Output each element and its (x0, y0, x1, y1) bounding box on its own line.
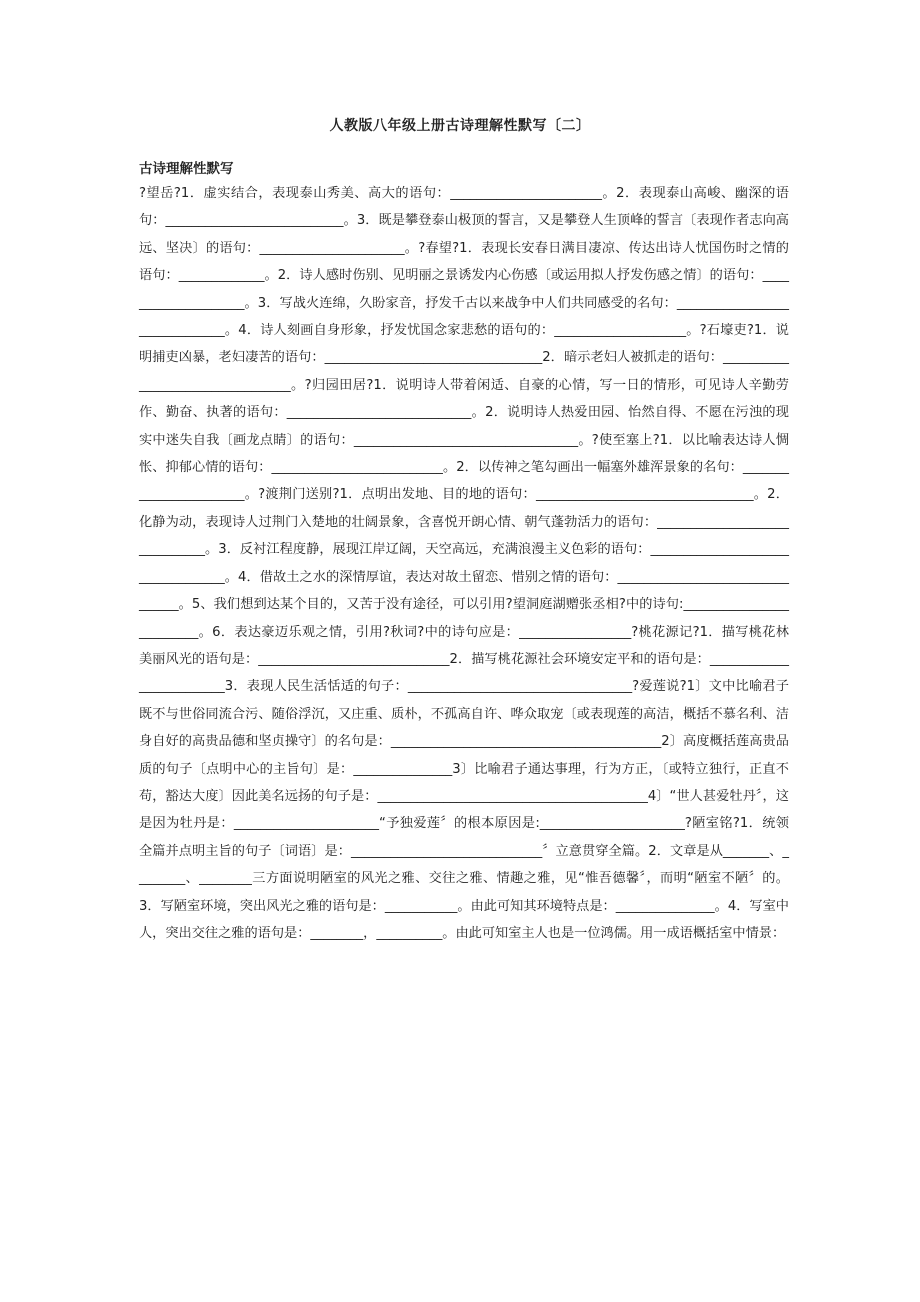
section-title: 古诗理解性默写 (139, 161, 234, 177)
document-title: 人教版八年级上册古诗理解性默写〔二〕 (329, 118, 591, 134)
body-paragraph: ?望岳?1．虚实结合，表现泰山秀美、高大的语句：_______________________。2．表现泰山高峻、幽深的语句：___________________________。3．既是攀登泰山极顶的誓言，又是攀登人生顶峰的誓言〔表现作者志向高远、坚决〕的语句：______________________。?春望?1．表现长安春日满目凄凉、传达出诗人忧国伤时之情的语句：_____________。2．诗人感时伤别、见明丽之景诱发内心伤感〔或运用拟人抒发伤感之情〕的语句：____________________。3．写战火连绵，久盼家音，抒发千古以来战争中人们共同感受的名句：______________________________。4．诗人刻画自身形象，抒发忧国念家悲愁的语句的：____________________。?石壕吏?1．说明捕吏凶暴，老妇凄苦的语句：_________________________________2．暗示老妇人被抓走的语句：_________________________________。?归园田居?1．说明诗人带着闲适、自豪的心情，写一日的情形，可见诗人辛勤劳作、勤奋、执著的语句：____________________________。2．说明诗人热爱田园、怡然自得、不愿在污浊的现实中迷失自我〔画龙点睛〕的语句：__________________________________。?使至塞上?1．以比喻表达诗人惆怅、抑郁心情的语句：__________________________。2．以传神之笔勾画出一幅塞外雄浑景象的名句：_______________________。?渡荆门送别?1．点明出发地、目的地的语句：_________________________________。2．化静为动，表现诗人过荆门入楚地的壮阔景象，含喜悦开朗心情、朝气蓬勃活力的语句：______________________________。3．反衬江程度静，展现江岸辽阔，天空高远，充满浪漫主义色彩的语句：__________________________________。4．借故土之水的深情厚谊，表达对故土留恋、惜别之情的语句：________________________________。5、我们想到达某个目的，又苦于没有途径，可以引用?望洞庭湖赠张丞相?中的诗句:_________________________。6．表达豪迈乐观之情，引用?秋词?中的诗句应是：_________________?桃花源记?1．描写桃花林美丽风光的语句是：_____________________________2．描写桃花源社会环境安定平和的语句是：_________________________3．表现人民生活恬适的句子：__________________________________?爱莲说?1〕文中比喻君子既不与世俗同流合污、随俗浮沉，又庄重、质朴，不孤高自许、哗众取宠〔或表现莲的高洁，概括不慕名利、洁身自好的高贵品德和坚贞操守〕的名句是：_________________________________________2〕高度概括莲高贵品质的句子〔点明中心的主旨句〕是：_______________3〕比喻君子通达事理，行为方正，〔或特立独行，正直不苟，豁达大度〕因此美名远扬的句子是：_________________________________________4〕“世人甚爱牡丹〞，这是因为牡丹是：______________________“予独爱莲〞的根本原因是:______________________?陋室铭?1．统领全篇并点明主旨的句子〔词语〕是：_____________________________〞立意贯穿全篇。2．文章是从_______、________、________三方面说明陋室的风光之雅、交往之雅、情趣之雅，见“惟吾德馨〞，而明“陋室不陋〞的。3．写陋室环境，突出风光之雅的语句是：___________。由此可知其环境特点是：_______________。4．写室中人，突出交往之雅的语句是：________，__________。由此可知室主人也是一位鸿儒。用一成语概括室中情景： (139, 186, 789, 941)
